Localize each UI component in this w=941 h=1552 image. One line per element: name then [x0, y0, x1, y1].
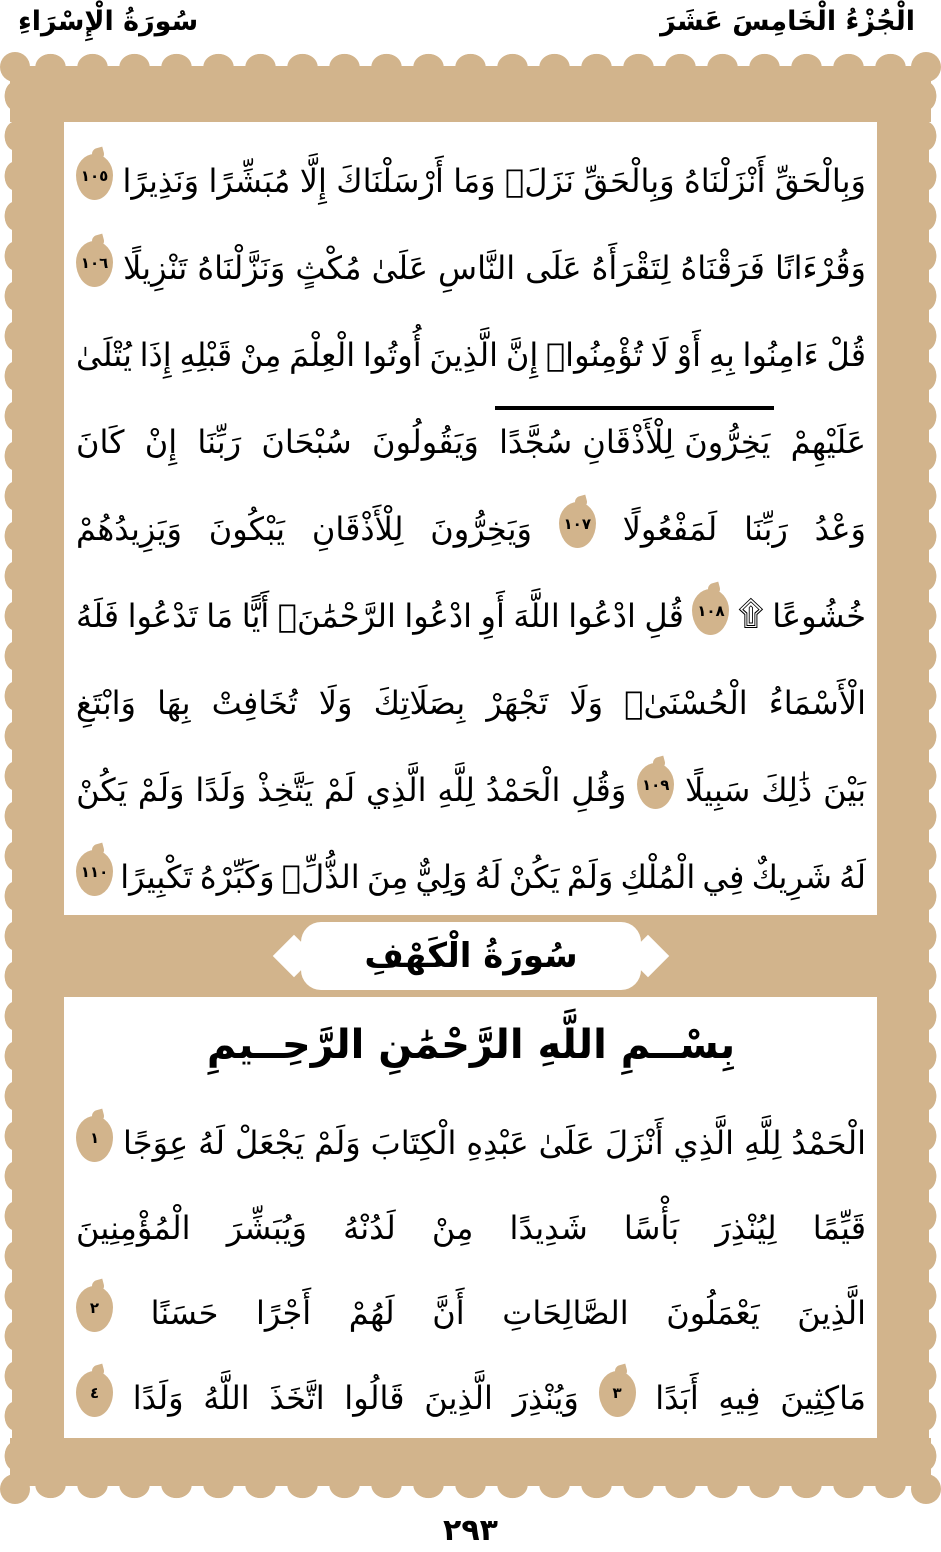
quran-word: الْأَسْمَاءُ — [768, 683, 866, 722]
quran-word: الْمُؤْمِنِينَ — [76, 1208, 191, 1247]
quran-line — [64, 217, 878, 304]
quran-word: الْعِلْمَ — [289, 335, 356, 374]
quran-word: أَيًّا — [241, 596, 270, 635]
page-number: ٢٩٣ — [443, 1513, 498, 1548]
quran-word: أَبَدًا — [655, 1378, 699, 1417]
quran-word: يَكُنْ — [76, 770, 127, 809]
quran-word: حَسَنًا — [150, 1293, 219, 1332]
quran-line — [64, 1178, 878, 1263]
quran-word: الْمُلْكِ — [620, 857, 696, 896]
quran-word: لَهُ — [198, 1123, 226, 1162]
quran-word: وَيُنْذِرَ — [512, 1378, 579, 1417]
quran-word: أَنَّ — [432, 1293, 465, 1332]
sajdah-overlined-words: يَخِرُّونَ لِلْأَذْقَانِ سُجَّدًا — [499, 412, 770, 458]
surah-title: سُورَةُ الْكَهْفِ — [364, 936, 578, 976]
frame-corner-ornament — [911, 1474, 941, 1504]
quran-line — [64, 1263, 878, 1348]
quran-word: يَبْكُونَ — [208, 509, 285, 548]
quran-word: إِنْ — [144, 422, 178, 461]
quran-word: وَلَمْ — [314, 1123, 361, 1162]
quran-word: تَنْزِيلًا — [123, 248, 188, 287]
quran-word: وَيُبَشِّرَ — [226, 1208, 307, 1247]
quran-word: سَبِيلًا — [685, 770, 751, 809]
quran-word: أَوْ — [676, 335, 701, 374]
quran-line — [64, 652, 878, 739]
quran-word: ادْعُوا — [568, 596, 636, 635]
quran-word: الذُّلِّۖ — [281, 857, 360, 896]
quran-word: نَزَلَۗ — [504, 161, 574, 200]
page-content — [64, 122, 878, 1438]
quran-line — [64, 1348, 878, 1433]
quran-word: قُلِ — [644, 596, 684, 635]
frame-corner-ornament — [0, 1474, 30, 1504]
quran-word: تَدْعُوا — [127, 596, 198, 635]
quran-word: عَبْدِهِ — [466, 1123, 529, 1162]
quran-word: بِهَا — [157, 683, 191, 722]
quran-line — [64, 304, 878, 391]
frame-bottom-scallops — [10, 1485, 931, 1504]
quran-word: بِصَلَاتِكَ — [373, 683, 466, 722]
quran-word: فِيهِ — [718, 1378, 761, 1417]
quran-word: لَمَفْعُولًا — [622, 509, 718, 548]
quran-word: الَّذِي — [673, 1123, 735, 1162]
quran-word: عَلَىٰ — [538, 1123, 595, 1162]
quran-word: شَرِيكٌ — [751, 857, 832, 896]
quran-word: قُلْ — [826, 335, 866, 374]
quran-word: وَبِالْحَقِّ — [583, 161, 675, 200]
quran-word: خُشُوعًا — [772, 596, 866, 635]
quran-word: رَبِّنَا — [197, 422, 242, 461]
quran-word: وَنَزَّلْنَاهُ — [197, 248, 286, 287]
quran-word: لَا — [650, 335, 669, 374]
quran-word: وَعْدُ — [814, 509, 866, 548]
quran-word: لِيُنْذِرَ — [715, 1208, 777, 1247]
quran-word: وَلَدًا — [132, 1378, 184, 1417]
quran-word: الْحُسْنَىٰۚ — [624, 683, 748, 722]
quran-word: لِتَقْرَأَهُ — [591, 248, 671, 287]
quran-word: قَالُوا — [344, 1378, 405, 1417]
quran-word: لِلْأَذْقَانِ — [311, 509, 404, 548]
quran-word: أَنْزَلَ — [604, 1123, 664, 1162]
verse-number-marker: ١١٠ — [76, 850, 113, 896]
quran-word: وَلَمْ — [137, 770, 185, 809]
quran-word: اتَّخَذَ — [269, 1378, 325, 1417]
quran-word: مِنْ — [431, 1208, 474, 1247]
quran-word: إِلَّا — [299, 161, 327, 200]
quran-line — [64, 478, 878, 565]
quran-word: تُخَافِتْ — [211, 683, 298, 722]
quran-word: قَيِّمًا — [812, 1208, 866, 1247]
quran-word: مُكْثٍ — [295, 248, 362, 287]
quran-word: يَكُنْ — [508, 857, 560, 896]
quran-word: مَا — [206, 596, 234, 635]
quran-word: بَأْسًا — [623, 1208, 680, 1247]
quran-word: تُؤْمِنُواۚ — [545, 335, 643, 374]
frame-right-scallops — [926, 66, 941, 1486]
quran-word: الَّذِينَ — [797, 1293, 866, 1332]
verse-number-marker: ١٠٩ — [637, 763, 674, 809]
frame-left-band — [12, 66, 64, 1486]
quran-word: يَتَّخِذْ — [257, 770, 314, 809]
quran-word: كَانَ — [76, 422, 125, 461]
quran-word: لَمْ — [324, 770, 356, 809]
sajdah-icon: ۩ — [737, 593, 764, 634]
quran-word: لَهُ — [474, 857, 502, 896]
surah-header-band — [64, 915, 878, 997]
quran-word: يُتْلَىٰ — [76, 335, 132, 374]
quran-line — [64, 130, 878, 217]
quran-word: لَهُمْ — [348, 1293, 395, 1332]
quran-line — [64, 391, 878, 478]
quran-word: وَلَا — [569, 683, 604, 722]
quran-word: الَّذِي — [365, 770, 427, 809]
quran-word: إِنَّ — [505, 335, 539, 374]
quran-word: بَيْنَ — [823, 770, 866, 809]
frame-corner-ornament — [911, 52, 941, 82]
frame-corner-ornament — [0, 52, 30, 82]
quran-word: الصَّالِحَاتِ — [502, 1293, 629, 1332]
quran-word: وَلَمْ — [566, 857, 614, 896]
quran-word: عَلَيْهِمْ — [790, 422, 866, 461]
quran-word: يَجْعَلْ — [234, 1123, 305, 1162]
verse-number-marker: ١٠٧ — [559, 502, 596, 548]
quran-word: لَهُ — [839, 857, 866, 896]
quran-word: إِذَا — [139, 335, 172, 374]
quran-word: فَلَهُ — [76, 596, 120, 635]
quran-word: وَمَا — [453, 161, 496, 200]
quran-word: أَنْزَلْنَاهُ — [684, 161, 766, 200]
surah-running-label: سُورَةُ الْإِسْرَاءِ — [18, 6, 199, 37]
quran-word: أَرْسَلْنَاكَ — [336, 161, 444, 200]
quran-word: اللَّهَ — [513, 596, 560, 635]
quran-word: سُبْحَانَ — [261, 422, 352, 461]
quran-word: لِلَّهِ — [437, 770, 475, 809]
verse-number-marker: ٢ — [76, 1286, 113, 1332]
al-isra-text-block — [64, 122, 878, 913]
quran-word: قَبْلِهِ — [179, 335, 233, 374]
quran-word: عَلَىٰ — [371, 248, 428, 287]
quran-word: وَبِالْحَقِّ — [774, 161, 866, 200]
frame-right-band — [877, 66, 929, 1486]
quran-word: تَجْهَرْ — [486, 683, 549, 722]
quran-word: وَكَبِّرْهُ — [199, 857, 275, 896]
al-kahf-text-block — [64, 1093, 878, 1433]
quran-word: الْكِتَابَ — [370, 1123, 457, 1162]
quran-word: الْحَمْدُ — [485, 770, 561, 809]
quran-word: وَنَذِيرًا — [122, 161, 200, 200]
surah-title-cartouche — [301, 922, 641, 990]
quran-word: فِي — [702, 857, 745, 896]
quran-word: شَدِيدًا — [509, 1208, 588, 1247]
quran-word: عِوَجًا — [123, 1123, 189, 1162]
quran-line — [64, 826, 878, 913]
frame-bottom-band — [10, 1438, 931, 1486]
quran-word: تَكْبِيرًا — [120, 857, 193, 896]
quran-word: اللَّهُ — [203, 1378, 250, 1417]
quran-word: مِنْ — [239, 335, 282, 374]
quran-word: وَلَدًا — [195, 770, 247, 809]
quran-word: النَّاسِ — [438, 248, 516, 287]
quran-word: مَاكِثِينَ — [780, 1378, 866, 1417]
quran-line — [64, 1093, 878, 1178]
frame-top-scallops — [10, 48, 931, 67]
quran-word: الْحَمْدُ — [791, 1123, 866, 1162]
quran-word: الَّذِينَ — [424, 1378, 493, 1417]
quran-word: وَقُرْءَانًا — [775, 248, 866, 287]
quran-word: ءَامِنُوا — [742, 335, 819, 374]
quran-word: وَقُلِ — [571, 770, 627, 809]
quran-word: أَجْرًا — [255, 1293, 312, 1332]
quran-line — [64, 565, 878, 652]
verse-number-marker: ١ — [76, 1116, 113, 1162]
verse-number-marker: ٣ — [599, 1371, 636, 1417]
verse-number-marker: ١٠٥ — [76, 154, 113, 200]
juz-label: الْجُزْءُ الْخَامِسَ عَشَرَ — [660, 6, 915, 37]
verse-number-marker: ١٠٨ — [692, 589, 729, 635]
quran-word: وَيَزِيدُهُمْ — [76, 509, 182, 548]
frame-top-band — [10, 66, 931, 122]
quran-word: وَيَخِرُّونَ — [430, 509, 532, 548]
quran-word: مُبَشِّرًا — [208, 161, 291, 200]
quran-word: رَبِّنَا — [744, 509, 788, 548]
verse-number-marker: ٤ — [76, 1371, 113, 1417]
quran-word: أُوتُوا — [362, 335, 422, 374]
quran-word: ادْعُوا — [404, 596, 473, 635]
quran-line — [64, 739, 878, 826]
quran-word: الَّذِينَ — [429, 335, 499, 374]
quran-word: مِنَ — [366, 857, 409, 896]
quran-word: فَرَقْنَاهُ — [680, 248, 765, 287]
quran-word: وَابْتَغِ — [76, 683, 136, 722]
basmala-line: بِسْــمِ اللَّهِ الرَّحْمَٰنِ الرَّحِــيمِ — [206, 1022, 736, 1068]
quran-word: لَدُنْهُ — [343, 1208, 396, 1247]
verse-number-marker: ١٠٦ — [76, 241, 113, 287]
quran-word: وَلِيٌّ — [415, 857, 468, 896]
quran-word: وَيَقُولُونَ — [371, 422, 479, 461]
quran-word: وَلَا — [318, 683, 353, 722]
quran-word: عَلَى — [525, 248, 582, 287]
frame-left-scallops — [0, 66, 15, 1486]
quran-word: لِلَّهِ — [743, 1123, 782, 1162]
quran-word: الرَّحْمَٰنَۖ — [277, 596, 396, 635]
quran-word: بِهِ — [708, 335, 735, 374]
quran-word: أَوِ — [480, 596, 505, 635]
quran-word: يَعْمَلُونَ — [666, 1293, 760, 1332]
quran-word: ذَٰلِكَ — [761, 770, 813, 809]
